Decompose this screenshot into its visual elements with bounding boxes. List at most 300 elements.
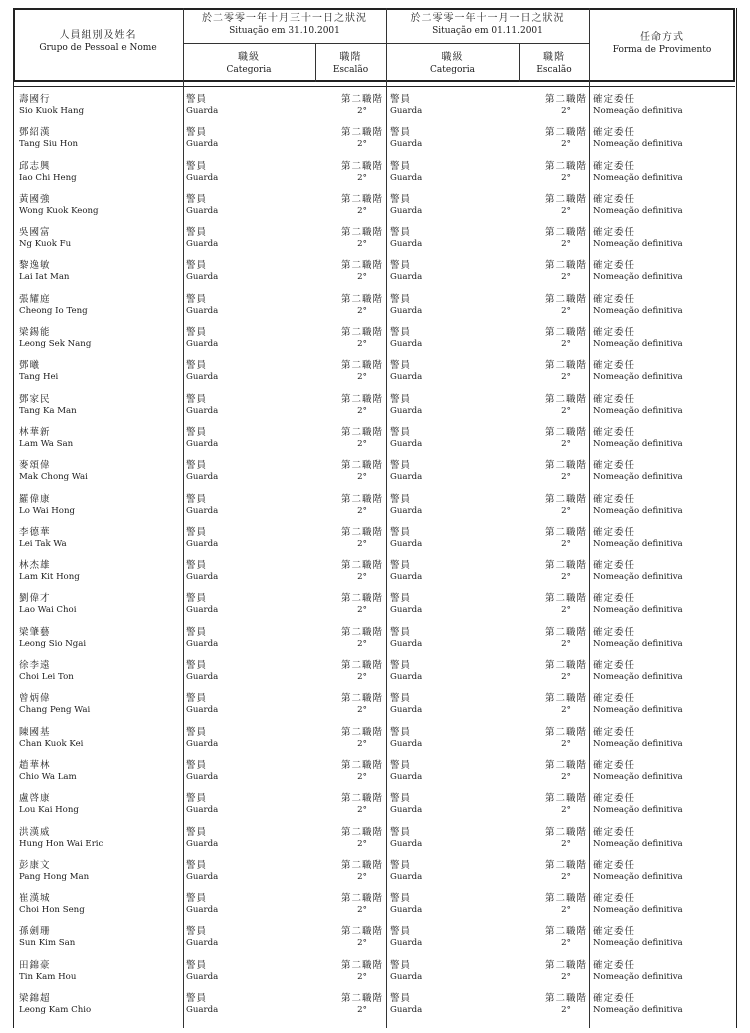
categoria-before-zh: 警員 <box>186 926 208 938</box>
forma-provimento-zh: 確定委任 <box>593 94 636 105</box>
forma-provimento-zh: 確定委任 <box>593 293 636 305</box>
forma-provimento-pt: Nomeação definitiva <box>593 239 683 250</box>
person-name-pt: Sio Kuok Hang <box>19 106 85 116</box>
categoria-after-zh: 警員 <box>390 993 412 1005</box>
header-categoria-pt: Categoria <box>430 65 475 75</box>
escalao-before-zh: 第二職階 <box>340 959 383 971</box>
escalao-after-zh: 第二職階 <box>544 626 587 638</box>
forma-provimento-pt: Nomeação definitiva <box>593 971 683 982</box>
forma-provimento-pt: Nomeação definitiva <box>593 805 683 816</box>
person-name-zh: 彭康文 <box>19 859 51 871</box>
categoria-before-pt: Guarda <box>186 572 219 583</box>
forma-provimento-zh: 確定委任 <box>593 360 636 372</box>
escalao-after-pt: 2° <box>561 705 571 716</box>
categoria-after-pt: Guarda <box>390 971 423 982</box>
categoria-after-zh: 警員 <box>390 426 412 438</box>
person-name-pt: Lao Wai Choi <box>19 605 77 616</box>
escalao-after-zh: 第二職階 <box>544 426 587 438</box>
categoria-before-zh: 警員 <box>186 293 208 305</box>
escalao-before-pt: 2° <box>357 805 367 816</box>
header-before-group <box>183 13 386 37</box>
table-row <box>13 424 735 457</box>
categoria-after-zh: 警員 <box>390 227 412 239</box>
escalao-before-pt: 2° <box>357 672 367 683</box>
forma-provimento-pt: Nomeação definitiva <box>593 938 683 949</box>
categoria-after-pt: Guarda <box>390 372 423 383</box>
person-name-zh: 劉偉才 <box>19 593 51 605</box>
forma-provimento-pt: Nomeação definitiva <box>593 538 683 549</box>
escalao-after-zh: 第二職階 <box>544 959 587 971</box>
categoria-after-pt: Guarda <box>390 272 423 283</box>
header-name-pt: Grupo de Pessoal e Nome <box>39 43 157 53</box>
categoria-before-pt: Guarda <box>186 372 219 383</box>
forma-provimento-pt: Nomeação definitiva <box>593 705 683 716</box>
categoria-after-pt: Guarda <box>390 705 423 716</box>
table-row <box>13 590 735 623</box>
escalao-before-zh: 第二職階 <box>340 293 383 305</box>
categoria-before-pt: Guarda <box>186 505 219 516</box>
escalao-after-zh: 第二職階 <box>544 826 587 838</box>
categoria-before-pt: Guarda <box>186 405 219 416</box>
categoria-before-zh: 警員 <box>186 160 208 172</box>
header-double-rule <box>13 86 735 87</box>
categoria-after-pt: Guarda <box>390 139 423 150</box>
person-name-pt: Chio Wa Lam <box>19 771 77 782</box>
categoria-after-pt: Guarda <box>390 605 423 616</box>
categoria-after-pt: Guarda <box>390 239 423 250</box>
categoria-after-pt: Guarda <box>390 572 423 583</box>
categoria-after-zh: 警員 <box>390 726 412 738</box>
categoria-after-pt: Guarda <box>390 805 423 816</box>
escalao-after-pt: 2° <box>561 905 571 916</box>
header-escalao-pt: Escalão <box>536 65 572 75</box>
person-name-pt: Lam Kit Hong <box>19 572 80 583</box>
header-categoria-after <box>386 52 519 76</box>
escalao-before-zh: 第二職階 <box>340 460 383 472</box>
categoria-before-zh: 警員 <box>186 560 208 572</box>
header-name-zh: 人員組別及姓名 <box>59 30 137 41</box>
forma-provimento-zh: 確定委任 <box>593 826 636 838</box>
forma-provimento-zh: 確定委任 <box>593 193 636 205</box>
categoria-before-pt: Guarda <box>186 971 219 982</box>
person-name-zh: 李德華 <box>19 526 51 538</box>
categoria-after-zh: 警員 <box>390 160 412 172</box>
escalao-before-zh: 第二職階 <box>340 793 383 805</box>
escalao-before-zh: 第二職階 <box>340 193 383 205</box>
header-forma-pt: Forma de Provimento <box>612 45 712 55</box>
forma-provimento-zh: 確定委任 <box>593 959 636 971</box>
forma-provimento-pt: Nomeação definitiva <box>593 172 683 183</box>
escalao-after-zh: 第二職階 <box>544 759 587 771</box>
escalao-before-zh: 第二職階 <box>340 759 383 771</box>
escalao-after-pt: 2° <box>561 638 571 649</box>
categoria-before-zh: 警員 <box>186 660 208 672</box>
categoria-before-zh: 警員 <box>186 426 208 438</box>
table-row <box>13 790 735 823</box>
escalao-before-pt: 2° <box>357 572 367 583</box>
table-row <box>13 291 735 324</box>
escalao-before-zh: 第二職階 <box>340 826 383 838</box>
escalao-before-pt: 2° <box>357 1005 367 1016</box>
forma-provimento-pt: Nomeação definitiva <box>593 472 683 483</box>
categoria-before-zh: 警員 <box>186 327 208 339</box>
escalao-before-pt: 2° <box>357 106 367 116</box>
escalao-before-pt: 2° <box>357 505 367 516</box>
forma-provimento-pt: Nomeação definitiva <box>593 272 683 283</box>
escalao-after-zh: 第二職階 <box>544 693 587 705</box>
person-name-pt: Iao Chi Heng <box>19 172 77 183</box>
categoria-before-zh: 警員 <box>186 993 208 1005</box>
escalao-before-pt: 2° <box>357 438 367 449</box>
categoria-before-pt: Guarda <box>186 472 219 483</box>
escalao-before-pt: 2° <box>357 871 367 882</box>
categoria-after-zh: 警員 <box>390 759 412 771</box>
escalao-before-zh: 第二職階 <box>340 626 383 638</box>
categoria-before-zh: 警員 <box>186 893 208 905</box>
forma-provimento-pt: Nomeação definitiva <box>593 372 683 383</box>
escalao-before-pt: 2° <box>357 305 367 316</box>
header-forma-column <box>589 32 735 56</box>
escalao-before-pt: 2° <box>357 272 367 283</box>
table-row <box>13 391 735 424</box>
header-escalao-zh: 職階 <box>339 52 362 63</box>
escalao-before-pt: 2° <box>357 705 367 716</box>
categoria-after-zh: 警員 <box>390 826 412 838</box>
categoria-after-pt: Guarda <box>390 538 423 549</box>
table-row <box>13 524 735 557</box>
person-name-pt: Tang Hei <box>19 372 59 383</box>
person-name-pt: Lei Tak Wa <box>19 538 67 549</box>
table-row <box>13 724 735 757</box>
person-name-zh: 鄧家民 <box>19 393 51 405</box>
categoria-after-pt: Guarda <box>390 838 423 849</box>
categoria-before-pt: Guarda <box>186 905 219 916</box>
person-name-pt: Tang Ka Man <box>19 405 77 416</box>
header-name-column <box>13 30 183 54</box>
categoria-after-zh: 警員 <box>390 560 412 572</box>
person-name-zh: 羅偉康 <box>19 493 51 505</box>
escalao-after-zh: 第二職階 <box>544 227 587 239</box>
forma-provimento-zh: 確定委任 <box>593 526 636 538</box>
forma-provimento-pt: Nomeação definitiva <box>593 405 683 416</box>
categoria-after-zh: 警員 <box>390 593 412 605</box>
escalao-after-pt: 2° <box>561 472 571 483</box>
escalao-before-pt: 2° <box>357 638 367 649</box>
escalao-after-zh: 第二職階 <box>544 926 587 938</box>
forma-provimento-zh: 確定委任 <box>593 626 636 638</box>
person-name-pt: Choi Hon Seng <box>19 905 85 916</box>
categoria-before-zh: 警員 <box>186 859 208 871</box>
categoria-before-zh: 警員 <box>186 693 208 705</box>
forma-provimento-zh: 確定委任 <box>593 393 636 405</box>
forma-provimento-pt: Nomeação definitiva <box>593 139 683 150</box>
header-escalao-pt: Escalão <box>332 65 369 75</box>
forma-provimento-pt: Nomeação definitiva <box>593 838 683 849</box>
header-before-pt: Situação em 31.10.2001 <box>229 26 340 36</box>
categoria-after-zh: 警員 <box>390 626 412 638</box>
escalao-before-zh: 第二職階 <box>340 926 383 938</box>
categoria-after-pt: Guarda <box>390 172 423 183</box>
table-row <box>13 857 735 890</box>
forma-provimento-zh: 確定委任 <box>593 859 636 871</box>
escalao-after-zh: 第二職階 <box>544 893 587 905</box>
categoria-after-pt: Guarda <box>390 106 423 116</box>
forma-provimento-pt: Nomeação definitiva <box>593 572 683 583</box>
header-escalao-before <box>315 52 386 76</box>
categoria-after-zh: 警員 <box>390 526 412 538</box>
escalao-after-pt: 2° <box>561 938 571 949</box>
forma-provimento-pt: Nomeação definitiva <box>593 905 683 916</box>
categoria-before-pt: Guarda <box>186 1005 219 1016</box>
header-escalao-after <box>519 52 589 76</box>
escalao-after-pt: 2° <box>561 272 571 283</box>
categoria-before-zh: 警員 <box>186 493 208 505</box>
header-before-zh: 於二零零一年十月三十一日之狀況 <box>202 13 367 24</box>
table-row <box>13 257 735 290</box>
categoria-before-pt: Guarda <box>186 672 219 683</box>
categoria-after-zh: 警員 <box>390 127 412 139</box>
forma-provimento-zh: 確定委任 <box>593 759 636 771</box>
escalao-after-zh: 第二職階 <box>544 793 587 805</box>
categoria-after-pt: Guarda <box>390 205 423 216</box>
escalao-after-pt: 2° <box>561 1005 571 1016</box>
person-name-zh: 徐李遠 <box>19 660 51 672</box>
forma-provimento-zh: 確定委任 <box>593 426 636 438</box>
escalao-after-zh: 第二職階 <box>544 293 587 305</box>
escalao-after-pt: 2° <box>561 605 571 616</box>
escalao-after-zh: 第二職階 <box>544 94 587 105</box>
forma-provimento-zh: 確定委任 <box>593 260 636 272</box>
header-categoria-before <box>183 52 315 76</box>
person-name-zh: 曾炳偉 <box>19 693 51 705</box>
person-name-zh: 張耀庭 <box>19 293 51 305</box>
categoria-before-pt: Guarda <box>186 638 219 649</box>
escalao-after-zh: 第二職階 <box>544 360 587 372</box>
table-row <box>13 923 735 956</box>
escalao-after-pt: 2° <box>561 139 571 150</box>
categoria-after-zh: 警員 <box>390 493 412 505</box>
forma-provimento-pt: Nomeação definitiva <box>593 1005 683 1016</box>
categoria-after-pt: Guarda <box>390 938 423 949</box>
categoria-after-pt: Guarda <box>390 438 423 449</box>
forma-provimento-zh: 確定委任 <box>593 693 636 705</box>
escalao-after-pt: 2° <box>561 672 571 683</box>
forma-provimento-zh: 確定委任 <box>593 127 636 139</box>
escalao-before-pt: 2° <box>357 372 367 383</box>
forma-provimento-zh: 確定委任 <box>593 227 636 239</box>
person-name-zh: 梁錫能 <box>19 327 51 339</box>
categoria-before-pt: Guarda <box>186 705 219 716</box>
escalao-before-zh: 第二職階 <box>340 526 383 538</box>
escalao-before-pt: 2° <box>357 172 367 183</box>
categoria-after-zh: 警員 <box>390 360 412 372</box>
forma-provimento-zh: 確定委任 <box>593 926 636 938</box>
escalao-after-pt: 2° <box>561 205 571 216</box>
escalao-before-pt: 2° <box>357 205 367 216</box>
escalao-after-zh: 第二職階 <box>544 560 587 572</box>
escalao-after-zh: 第二職階 <box>544 993 587 1005</box>
categoria-after-pt: Guarda <box>390 672 423 683</box>
categoria-before-zh: 警員 <box>186 826 208 838</box>
table-row <box>13 324 735 357</box>
forma-provimento-pt: Nomeação definitiva <box>593 305 683 316</box>
escalao-after-zh: 第二職階 <box>544 327 587 339</box>
person-name-zh: 梁錦超 <box>19 993 51 1005</box>
person-name-pt: Pang Hong Man <box>19 871 90 882</box>
categoria-after-zh: 警員 <box>390 660 412 672</box>
person-name-zh: 林華新 <box>19 426 51 438</box>
forma-provimento-pt: Nomeação definitiva <box>593 605 683 616</box>
categoria-after-pt: Guarda <box>390 771 423 782</box>
categoria-before-zh: 警員 <box>186 726 208 738</box>
forma-provimento-zh: 確定委任 <box>593 893 636 905</box>
categoria-before-pt: Guarda <box>186 605 219 616</box>
person-name-pt: Leong Kam Chio <box>19 1005 92 1016</box>
person-name-pt: Choi Lei Ton <box>19 672 74 683</box>
categoria-after-zh: 警員 <box>390 94 412 105</box>
person-name-zh: 田錦豪 <box>19 959 51 971</box>
forma-provimento-pt: Nomeação definitiva <box>593 871 683 882</box>
person-name-zh: 鄧紹漢 <box>19 127 51 139</box>
categoria-after-zh: 警員 <box>390 959 412 971</box>
table-row <box>13 124 735 157</box>
person-name-zh: 梁肇藝 <box>19 626 51 638</box>
table-row <box>13 890 735 923</box>
escalao-after-pt: 2° <box>561 871 571 882</box>
person-name-zh: 崔漢城 <box>19 893 51 905</box>
escalao-before-pt: 2° <box>357 971 367 982</box>
escalao-before-zh: 第二職階 <box>340 660 383 672</box>
escalao-before-zh: 第二職階 <box>340 859 383 871</box>
forma-provimento-pt: Nomeação definitiva <box>593 738 683 749</box>
categoria-before-pt: Guarda <box>186 106 219 116</box>
escalao-before-pt: 2° <box>357 838 367 849</box>
escalao-before-zh: 第二職階 <box>340 726 383 738</box>
forma-provimento-pt: Nomeação definitiva <box>593 505 683 516</box>
person-name-zh: 陳國基 <box>19 726 51 738</box>
forma-provimento-pt: Nomeação definitiva <box>593 106 683 116</box>
escalao-after-pt: 2° <box>561 771 571 782</box>
person-name-zh: 趙華林 <box>19 759 51 771</box>
categoria-after-zh: 警員 <box>390 293 412 305</box>
categoria-before-pt: Guarda <box>186 272 219 283</box>
person-name-pt: Hung Hon Wai Eric <box>19 838 104 849</box>
categoria-after-pt: Guarda <box>390 638 423 649</box>
person-name-zh: 黃國強 <box>19 193 51 205</box>
categoria-after-zh: 警員 <box>390 859 412 871</box>
categoria-after-pt: Guarda <box>390 505 423 516</box>
person-name-zh: 麥頌偉 <box>19 460 51 472</box>
escalao-after-zh: 第二職階 <box>544 859 587 871</box>
person-name-pt: Cheong Io Teng <box>19 305 88 316</box>
escalao-after-pt: 2° <box>561 372 571 383</box>
categoria-after-zh: 警員 <box>390 926 412 938</box>
categoria-before-pt: Guarda <box>186 871 219 882</box>
escalao-after-pt: 2° <box>561 805 571 816</box>
categoria-after-pt: Guarda <box>390 472 423 483</box>
forma-provimento-zh: 確定委任 <box>593 660 636 672</box>
person-name-pt: Ng Kuok Fu <box>19 239 72 250</box>
table-row <box>13 357 735 390</box>
escalao-before-zh: 第二職階 <box>340 993 383 1005</box>
escalao-before-zh: 第二職階 <box>340 593 383 605</box>
escalao-after-pt: 2° <box>561 405 571 416</box>
escalao-after-zh: 第二職階 <box>544 393 587 405</box>
escalao-after-pt: 2° <box>561 239 571 250</box>
table-row <box>13 757 735 790</box>
forma-provimento-zh: 確定委任 <box>593 327 636 339</box>
document-page <box>13 8 737 1033</box>
categoria-after-zh: 警員 <box>390 693 412 705</box>
person-name-zh: 黎逸敏 <box>19 260 51 272</box>
escalao-after-pt: 2° <box>561 172 571 183</box>
categoria-before-pt: Guarda <box>186 938 219 949</box>
forma-provimento-pt: Nomeação definitiva <box>593 339 683 350</box>
person-name-pt: Sun Kim San <box>19 938 76 949</box>
categoria-before-pt: Guarda <box>186 172 219 183</box>
escalao-before-pt: 2° <box>357 405 367 416</box>
forma-provimento-zh: 確定委任 <box>593 726 636 738</box>
table-row <box>13 824 735 857</box>
forma-provimento-zh: 確定委任 <box>593 493 636 505</box>
table-row <box>13 690 735 723</box>
categoria-before-zh: 警員 <box>186 460 208 472</box>
categoria-before-pt: Guarda <box>186 538 219 549</box>
table-row <box>13 657 735 690</box>
escalao-before-zh: 第二職階 <box>340 693 383 705</box>
escalao-before-pt: 2° <box>357 339 367 350</box>
categoria-before-zh: 警員 <box>186 393 208 405</box>
escalao-before-zh: 第二職階 <box>340 493 383 505</box>
categoria-before-pt: Guarda <box>186 838 219 849</box>
categoria-after-zh: 警員 <box>390 260 412 272</box>
categoria-before-zh: 警員 <box>186 593 208 605</box>
header-escalao-zh: 職階 <box>543 52 565 63</box>
categoria-after-pt: Guarda <box>390 1005 423 1016</box>
categoria-after-zh: 警員 <box>390 193 412 205</box>
categoria-before-zh: 警員 <box>186 360 208 372</box>
table-row <box>13 224 735 257</box>
escalao-before-zh: 第二職階 <box>340 426 383 438</box>
categoria-before-zh: 警員 <box>186 759 208 771</box>
categoria-after-pt: Guarda <box>390 405 423 416</box>
escalao-after-zh: 第二職階 <box>544 460 587 472</box>
escalao-before-pt: 2° <box>357 538 367 549</box>
categoria-before-zh: 警員 <box>186 127 208 139</box>
table-row <box>13 191 735 224</box>
escalao-before-pt: 2° <box>357 771 367 782</box>
header-categoria-zh: 職級 <box>441 52 464 63</box>
categoria-before-pt: Guarda <box>186 805 219 816</box>
person-name-zh: 盧啓康 <box>19 793 51 805</box>
escalao-before-pt: 2° <box>357 472 367 483</box>
forma-provimento-pt: Nomeação definitiva <box>593 438 683 449</box>
escalao-before-pt: 2° <box>357 905 367 916</box>
categoria-before-pt: Guarda <box>186 305 219 316</box>
categoria-before-zh: 警員 <box>186 526 208 538</box>
escalao-after-pt: 2° <box>561 738 571 749</box>
escalao-before-zh: 第二職階 <box>340 327 383 339</box>
escalao-after-pt: 2° <box>561 538 571 549</box>
categoria-before-zh: 警員 <box>186 94 208 105</box>
table-row <box>13 624 735 657</box>
forma-provimento-pt: Nomeação definitiva <box>593 205 683 216</box>
person-name-pt: Leong Sek Nang <box>19 339 92 350</box>
escalao-before-zh: 第二職階 <box>340 560 383 572</box>
person-name-pt: Chang Peng Wai <box>19 705 91 716</box>
categoria-after-pt: Guarda <box>390 905 423 916</box>
person-name-pt: Lo Wai Hong <box>19 505 76 516</box>
